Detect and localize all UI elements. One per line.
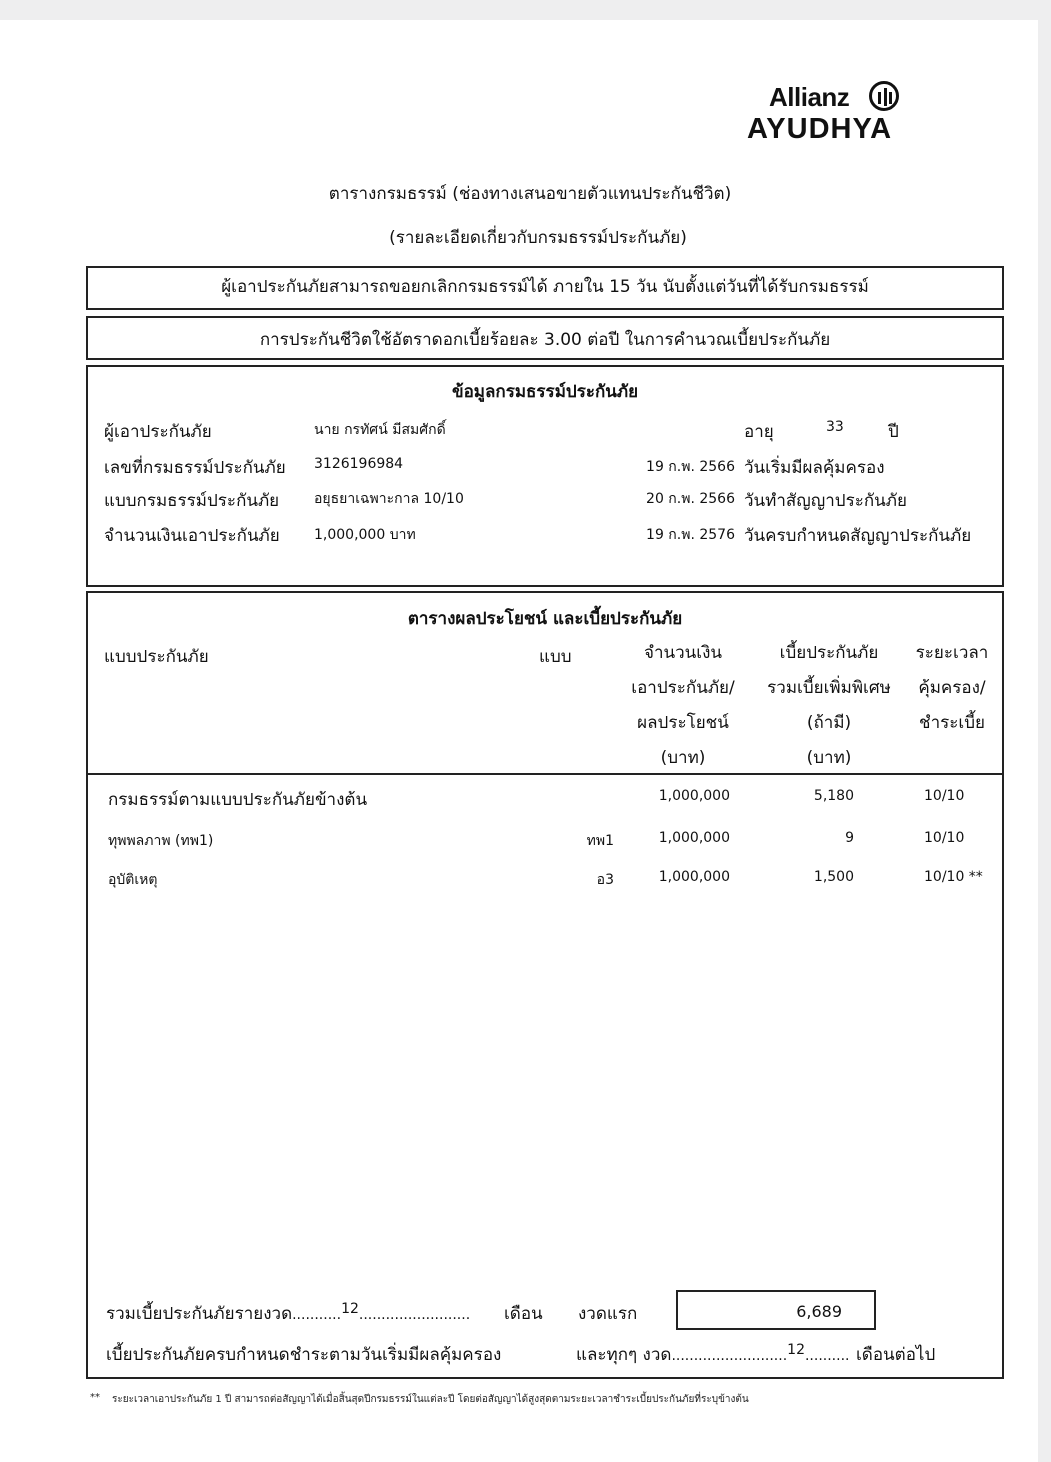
table-row-name: กรมธรรม์ตามแบบประกันภัยข้างต้น [108, 790, 368, 810]
first-premium-box [676, 1290, 876, 1330]
col-header-sum-line4: (บาท) [660, 748, 706, 768]
table-row-sum: 1,000,000 [658, 830, 730, 846]
first-premium-amount: 6,689 [796, 1302, 842, 1321]
col-header-premium-line2: รวมเบี้ยเพิ่มพิเศษ [767, 678, 891, 698]
cancellation-notice: ผู้เอาประกันภัยสามารถขอยกเลิกกรมธรรม์ได้ ภายใน 15 วัน นับตั้งแต่วันที่ได้รับกรมธรรม์ [221, 277, 869, 297]
col-header-term-line1: ระยะเวลา [915, 643, 989, 663]
month-unit: เดือน [504, 1304, 543, 1324]
col-header-premium [754, 636, 904, 776]
interest-notice-box [86, 316, 1004, 360]
allianz-logo-text: Allianz [769, 82, 850, 112]
document-title: ตารางกรมธรรม์ (ช่องทางเสนอขายตัวแทนประกันชีวิต) [328, 184, 732, 204]
table-row-premium: 9 [845, 830, 854, 846]
col-header-premium-line3: (ถ้ามี) [806, 713, 852, 733]
table-row-premium: 5,180 [813, 788, 854, 804]
table-row-sum: 1,000,000 [658, 869, 730, 885]
sum-insured-value: 1,000,000 บาท [314, 527, 416, 543]
footnote-mark: ** [90, 1392, 100, 1403]
ayudhya-logo-text: AYUDHYA [747, 113, 893, 145]
effective-date-label: วันเริ่มมีผลคุ้มครอง [744, 458, 885, 478]
subsequent-installments-line [576, 1341, 850, 1368]
premium-due-label: เบี้ยประกันภัยครบกำหนดชำระตามวันเริ่มมีผลคุ้มครอง [106, 1345, 502, 1365]
insured-label: ผู้เอาประกันภัย [104, 422, 212, 442]
allianz-eagle-icon [869, 81, 899, 111]
installment-premium-line [106, 1300, 470, 1327]
col-header-plan: แบบประกันภัย [104, 647, 209, 667]
col-header-premium-line1: เบี้ยประกันภัย [779, 643, 879, 663]
contract-date: 20 ก.พ. 2566 [646, 491, 735, 507]
document-subtitle: (รายละเอียดเกี่ยวกับกรมธรรม์ประกันภัย) [389, 228, 687, 248]
maturity-date: 19 ก.พ. 2576 [646, 527, 735, 543]
col-header-sum-line2: เอาประกันภัย/ [631, 678, 735, 698]
dots: .......................... [671, 1348, 788, 1364]
col-header-code: แบบ [539, 647, 572, 667]
age-unit: ปี [888, 422, 899, 442]
every-installment-label: และทุกๆ งวด [576, 1345, 672, 1365]
next-month-label: เดือนต่อไป [856, 1345, 936, 1365]
cancellation-notice-box [86, 266, 1004, 310]
col-header-premium-line4: (บาท) [806, 748, 852, 768]
table-row-term: 10/10 [924, 830, 965, 846]
interest-notice: การประกันชีวิตใช้อัตราดอกเบี้ยร้อยละ 3.00 ต่อปี ในการคำนวณเบี้ยประกันภัย [259, 330, 831, 350]
first-installment-label: งวดแรก [578, 1304, 638, 1324]
col-header-term [902, 636, 1002, 741]
table-row-sum: 1,000,000 [658, 788, 730, 804]
table-row-code: อ3 [596, 872, 614, 888]
col-header-sum [608, 636, 758, 776]
table-row-name: ทุพพลภาพ (ทพ1) [108, 833, 214, 849]
col-header-sum-line3: ผลประโยชน์ [637, 713, 729, 733]
table-row-name: อุบัติเหตุ [108, 872, 158, 888]
effective-date: 19 ก.พ. 2566 [646, 459, 735, 475]
dots: ........... [292, 1307, 342, 1323]
dots: ......................... [358, 1307, 471, 1323]
table-row-term: 10/10 ** [924, 869, 983, 885]
age-value: 33 [826, 419, 844, 435]
subsequent-months: 12 [787, 1342, 805, 1358]
table-row-code: ทพ1 [586, 833, 614, 849]
policy-number-value: 3126196984 [314, 456, 404, 472]
maturity-date-label: วันครบกำหนดสัญญาประกันภัย [744, 526, 972, 546]
footnote-text: ระยะเวลาเอาประกันภัย 1 ปี สามารถต่อสัญญาได้เมื่อสิ้นสุดปีกรมธรรม์ในแต่ละปี โดยต่อสัญญาได้สูงสุดตามระยะเวลาชำระเบี้ยประกันภัยที่ระบุข้างต้น [112, 1394, 749, 1405]
table-header-divider [88, 773, 1002, 775]
dots: .......... [804, 1348, 850, 1364]
sum-insured-label: จำนวนเงินเอาประกันภัย [104, 526, 280, 546]
policy-info-heading: ข้อมูลกรมธรรม์ประกันภัย [451, 382, 639, 402]
col-header-sum-line1: จำนวนเงิน [643, 643, 723, 663]
age-label: อายุ [744, 422, 774, 442]
table-row-term: 10/10 [924, 788, 965, 804]
plan-value: อยุธยาเฉพาะกาล 10/10 [314, 491, 464, 507]
benefits-heading: ตารางผลประโยชน์ และเบี้ยประกันภัย [407, 609, 683, 629]
policy-number-label: เลขที่กรมธรรม์ประกันภัย [104, 458, 286, 478]
plan-label: แบบกรมธรรม์ประกันภัย [104, 491, 280, 511]
contract-date-label: วันทำสัญญาประกันภัย [744, 491, 907, 511]
insured-value: นาย กรทัศน์ มีสมศักดิ์ [314, 422, 446, 438]
col-header-term-line3: ชำระเบี้ย [919, 713, 985, 733]
col-header-term-line2: คุ้มครอง/ [918, 678, 986, 698]
table-row-premium: 1,500 [813, 869, 854, 885]
installment-premium-label: รวมเบี้ยประกันภัยรายงวด [106, 1304, 293, 1324]
installment-months: 12 [341, 1301, 359, 1317]
